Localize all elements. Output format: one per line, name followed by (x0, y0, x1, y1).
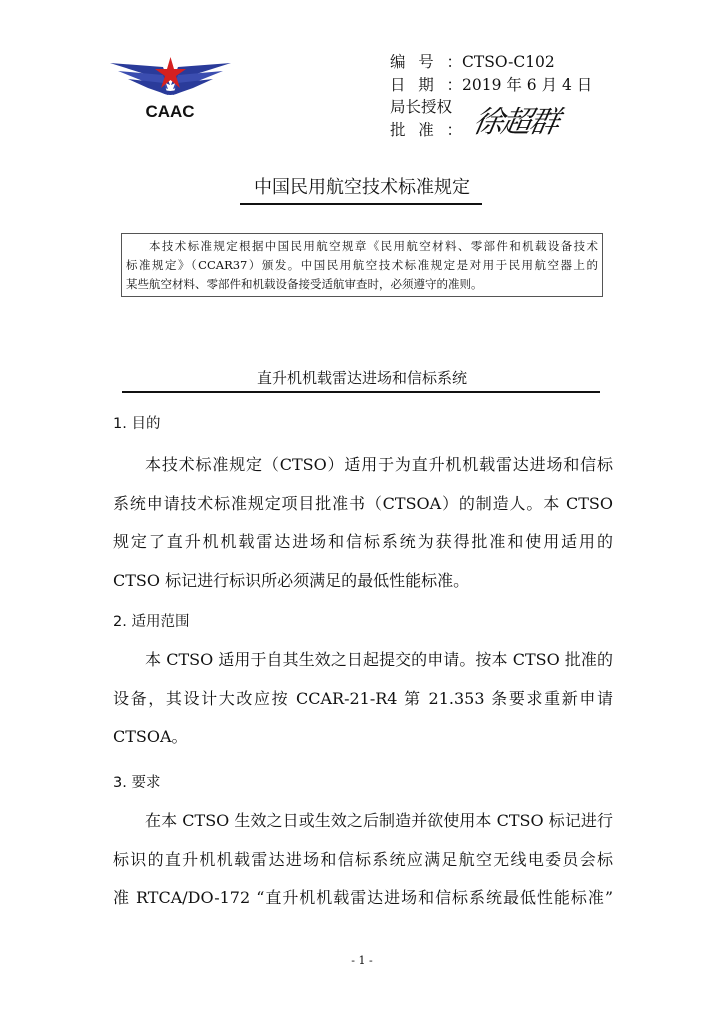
svg-text:CAAC: CAAC (145, 102, 195, 121)
paragraph-line: 本技术标准规定（CTSO）适用于为直升机机载雷达进场和信标 (145, 455, 613, 474)
paragraph-line: 标识的直升机机载雷达进场和信标系统应满足航空无线电委员会标 (113, 849, 613, 869)
paragraph-line: 准 RTCA/DO-172 “直升机机载雷达进场和信标系统最低性能标准” (113, 888, 613, 907)
section-paragraph (113, 802, 613, 918)
document-date: 2019 年 6 月 4 日 (462, 75, 593, 94)
number-label: 编号： (390, 53, 462, 71)
section-heading: 2. 适用范围 (113, 614, 190, 630)
paragraph-line: 在本 CTSO 生效之日或生效之后制造并欲使用本 CTSO 标记进行 (145, 811, 613, 830)
subtitle-underline (122, 391, 600, 393)
caac-logo (108, 55, 233, 125)
section-paragraph (113, 641, 613, 757)
date-label: 日期： (390, 75, 462, 94)
title-underline (240, 203, 482, 205)
page-title: 中国民用航空技术标准规定 (254, 177, 470, 198)
document-subtitle: 直升机机载雷达进场和信标系统 (256, 369, 467, 387)
signature: 徐超群 (470, 105, 561, 140)
paragraph-line: 设备，其设计大改应按 CCAR-21-R4 第 21.353 条要求重新申请 (113, 688, 613, 708)
paragraph-line: CTSOA。 (113, 727, 188, 746)
paragraph-line: 系统申请技术标准规定项目批准书（CTSOA）的制造人。本 CTSO (113, 493, 613, 513)
notice-line: 本技术标准规定根据中国民用航空规章《民用航空材料、零部件和机载设备技术 (149, 239, 598, 253)
notice-box (121, 233, 603, 297)
paragraph-line: CTSO 标记进行标识所必须满足的最低性能标准。 (113, 570, 470, 590)
document-number: CTSO-C102 (462, 53, 555, 71)
notice-line: 某些航空材料、零部件和机载设备接受适航审查时，必须遵守的准则。 (126, 277, 483, 291)
section-paragraph (113, 446, 613, 600)
section-heading: 3. 要求 (113, 775, 161, 791)
section-heading: 1. 目的 (113, 416, 161, 432)
paragraph-line: 规定了直升机机载雷达进场和信标系统为获得批准和使用适用的 (113, 532, 613, 551)
paragraph-line: 本 CTSO 适用于自其生效之日起提交的申请。按本 CTSO 批准的 (145, 650, 613, 669)
authorization-label: 局长授权 (390, 98, 453, 116)
notice-line: 标准规定》（CCAR37）颁发。中国民用航空技术标准规定是对用于民用航空器上的 (126, 258, 598, 272)
approval-label: 批准： (390, 120, 462, 139)
caac-emblem-icon (108, 55, 233, 125)
page-number: - 1 - (351, 954, 373, 967)
